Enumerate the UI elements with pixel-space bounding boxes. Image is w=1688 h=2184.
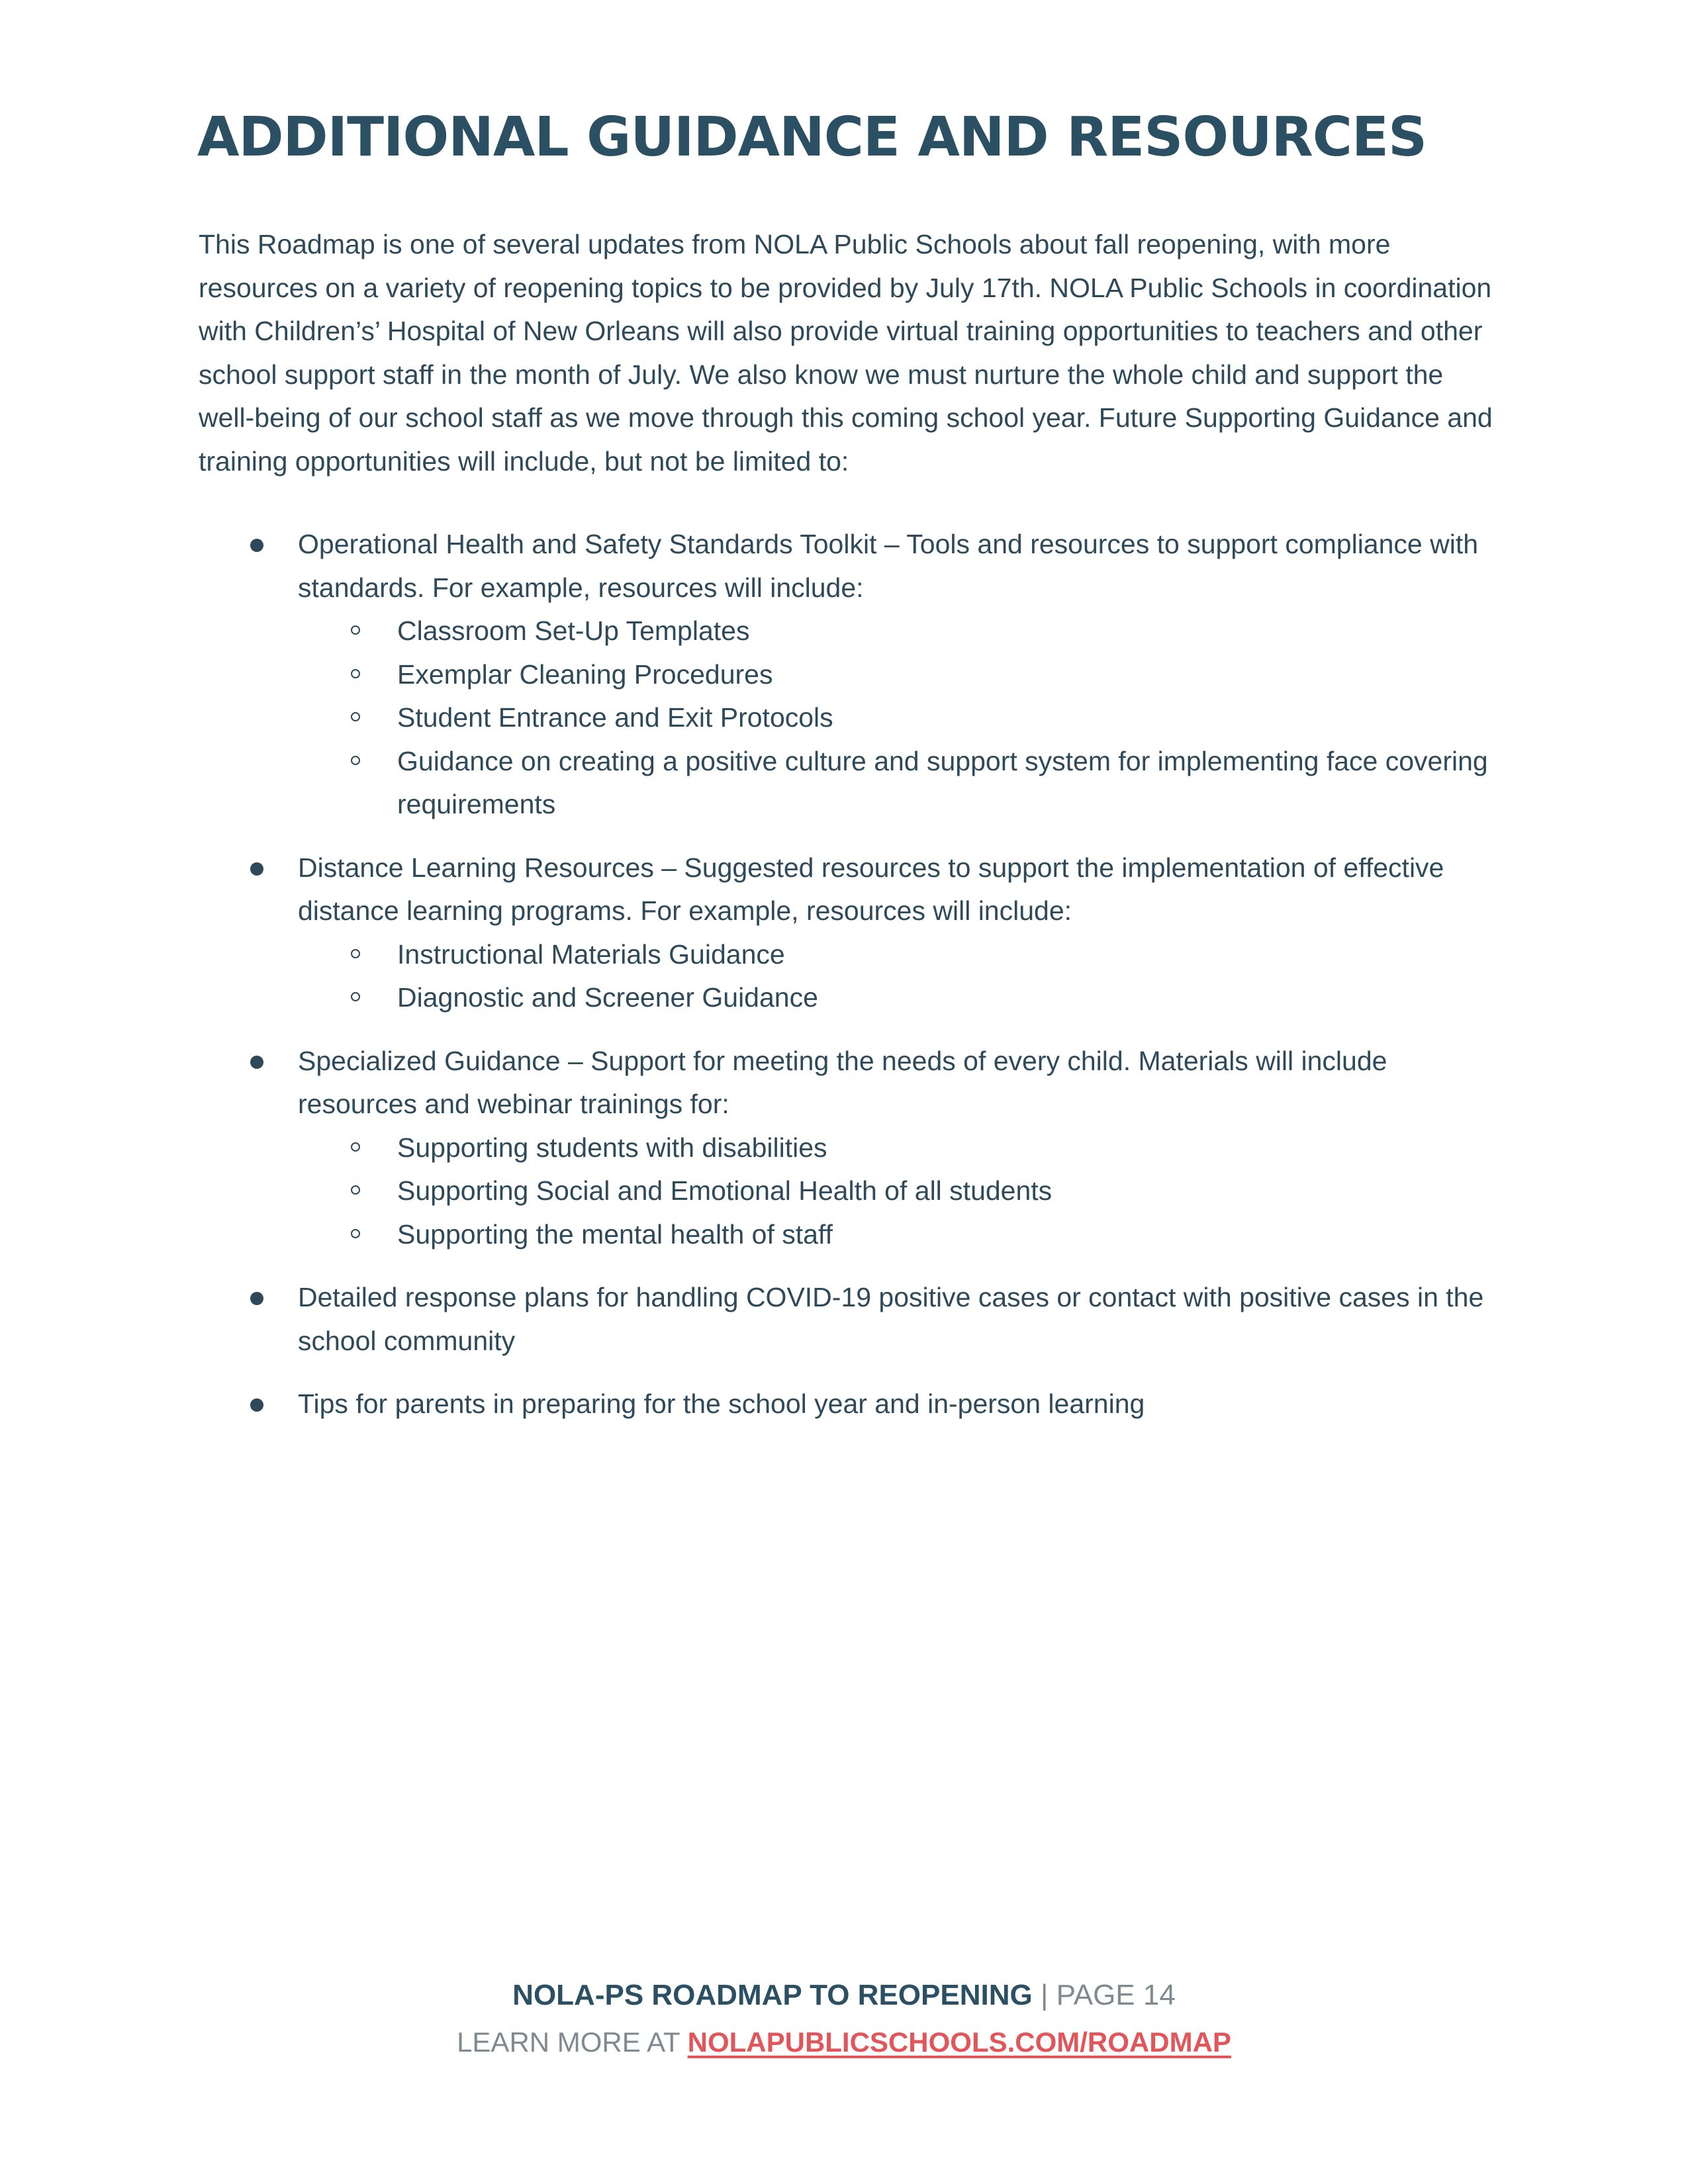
- footer-title-line: [0, 1979, 1688, 2012]
- circle-bullet-icon: [351, 1229, 360, 1238]
- footer-learn-more-text: LEARN MORE AT: [457, 2026, 680, 2058]
- list-item: [199, 846, 1496, 1020]
- sub-list-item: Exemplar Cleaning Procedures: [298, 653, 1496, 697]
- list-item: [199, 1040, 1496, 1257]
- sub-list: [298, 1126, 1496, 1257]
- list-item-text: Operational Health and Safety Standards Toolkit – Tools and resources to support compliance with standards. For example, resources will include:: [298, 529, 1479, 603]
- circle-bullet-icon: [351, 756, 360, 765]
- circle-bullet-icon: [351, 1142, 360, 1152]
- list-item: [199, 1383, 1496, 1426]
- circle-bullet-icon: [351, 712, 360, 721]
- sub-list-item: Instructional Materials Guidance: [298, 933, 1496, 977]
- circle-bullet-icon: [351, 625, 360, 635]
- list-item-text: Specialized Guidance – Support for meeting the needs of every child. Materials will include resources and webinar trainings for:: [298, 1045, 1387, 1119]
- bullet-icon: [250, 1398, 263, 1412]
- footer-learn-more-line: [0, 2026, 1688, 2058]
- circle-bullet-icon: [351, 669, 360, 678]
- sub-list: [298, 610, 1496, 827]
- sub-list-item: Classroom Set-Up Templates: [298, 610, 1496, 653]
- sub-list-item: Supporting Social and Emotional Health of all students: [298, 1169, 1496, 1213]
- footer-doc-title: NOLA-PS ROADMAP TO REOPENING: [512, 1979, 1033, 2011]
- sub-list-item: Guidance on creating a positive culture and support system for implementing face covering requirements: [298, 740, 1496, 827]
- sub-list-item: Student Entrance and Exit Protocols: [298, 696, 1496, 740]
- sub-list-item: Diagnostic and Screener Guidance: [298, 976, 1496, 1020]
- list-item-text: Distance Learning Resources – Suggested resources to support the implementation of effective distance learning programs. For example, resources will include:: [298, 852, 1444, 926]
- circle-bullet-icon: [351, 949, 360, 958]
- bullet-icon: [250, 1292, 263, 1305]
- list-item-text: Tips for parents in preparing for the school year and in-person learning: [298, 1388, 1145, 1419]
- bullet-icon: [250, 1056, 263, 1069]
- footer-separator: |: [1040, 1979, 1049, 2011]
- circle-bullet-icon: [351, 1185, 360, 1195]
- footer-page-number: PAGE 14: [1056, 1979, 1176, 2011]
- sub-list-item: Supporting the mental health of staff: [298, 1213, 1496, 1257]
- sub-list: [298, 933, 1496, 1020]
- page-heading: ADDITIONAL GUIDANCE AND RESOURCES: [197, 106, 1427, 169]
- list-item: [199, 1276, 1496, 1363]
- list-item: [199, 523, 1496, 827]
- bullet-icon: [250, 539, 263, 552]
- circle-bullet-icon: [351, 992, 360, 1001]
- intro-paragraph: This Roadmap is one of several updates from NOLA Public Schools about fall reopening, with more resources on a variety of reopening topics to be provided by July 17th. NOLA Public Schools in coordination with Children’s’ Hospital of New Orleans will also provide virtual training opportunities to teachers and other school support staff in the month of July. We also know we must nurture the whole child and support the well-being of our school staff as we move through this coming school year. Future Supporting Guidance and training opportunities will include, but not be limited to:: [199, 229, 1493, 477]
- resource-list: [199, 523, 1496, 1446]
- sub-list-item: Supporting students with disabilities: [298, 1126, 1496, 1170]
- roadmap-link[interactable]: NOLAPUBLICSCHOOLS.COM/ROADMAP: [687, 2026, 1231, 2058]
- list-item-text: Detailed response plans for handling COVID-19 positive cases or contact with positive cases in the school community: [298, 1282, 1484, 1356]
- bullet-icon: [250, 862, 263, 876]
